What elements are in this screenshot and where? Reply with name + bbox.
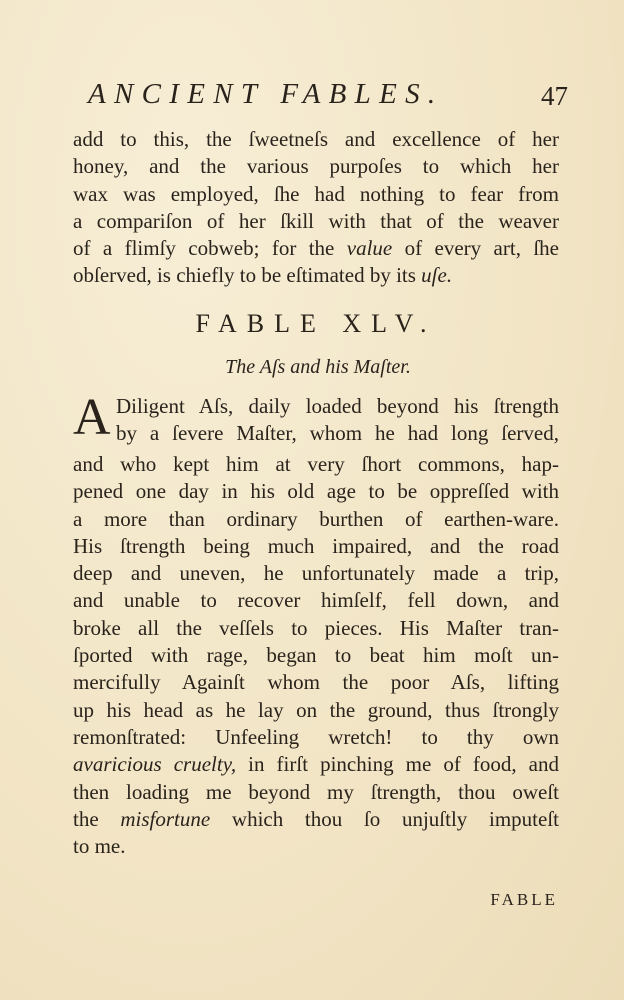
text-line xyxy=(73,806,559,833)
text-run: then loading me beyond my ſtrength, thou oweſt xyxy=(73,779,559,804)
text-run: by a ſevere Maſter, whom he had long ſerved, xyxy=(116,421,559,446)
italic-text: value xyxy=(346,236,393,261)
text-line xyxy=(73,208,559,235)
text-line xyxy=(73,451,559,478)
text-run: to me. xyxy=(73,834,126,859)
fable-body xyxy=(73,451,559,860)
text-run: His ſtrength being much impaired, and the road xyxy=(73,533,559,558)
text-line xyxy=(116,420,559,447)
running-head xyxy=(88,78,568,114)
text-line xyxy=(116,393,559,420)
text-run: honey, and the various purpoſes to which her xyxy=(73,154,559,179)
text-line xyxy=(73,779,559,806)
text-run: obſerved, is chiefly to be eſtimated by its xyxy=(73,263,422,288)
text-line xyxy=(73,262,559,289)
drop-cap: A xyxy=(73,389,111,446)
text-line xyxy=(73,833,559,860)
text-line xyxy=(73,181,559,208)
catchword: FABLE xyxy=(490,890,558,909)
text-line xyxy=(73,506,559,533)
text-run: and unable to recover himſelf, fell down, and xyxy=(73,588,559,613)
text-run: the xyxy=(73,806,121,831)
text-line xyxy=(73,751,559,778)
italic-text: uſe. xyxy=(421,263,453,288)
text-run: and who kept him at very ſhort commons, hap- xyxy=(73,452,559,476)
text-run: remonſtrated: Unfeeling wretch! to thy own xyxy=(73,724,559,749)
text-run: which thou ſo unjuſtly imputeſt xyxy=(210,806,560,831)
italic-text: misfortune xyxy=(120,806,211,831)
text-line xyxy=(73,724,559,751)
text-run: a more than ordinary burthen of earthen-ware. xyxy=(73,506,559,531)
running-title: ANCIENT FABLES. xyxy=(88,78,444,110)
text-run: pened one day in his old age to be oppreſſed with xyxy=(73,479,559,504)
text-line xyxy=(73,587,559,614)
text-line xyxy=(73,153,559,180)
text-run: broke all the veſſels to pieces. His Maſter tran- xyxy=(73,615,559,640)
text-run: mercifully Againſt whom the poor Aſs, lifting xyxy=(73,670,559,695)
text-line xyxy=(73,478,559,505)
text-run: a compariſon of her ſkill with that of the weaver xyxy=(73,208,559,233)
text-run: up his head as he lay on the ground, thus ſtrongly xyxy=(73,697,559,722)
text-line xyxy=(73,642,559,669)
fable-subtitle: The Aſs and his Maſter. xyxy=(225,356,411,378)
text-line xyxy=(73,533,559,560)
text-run: of a flimſy cobweb; for the xyxy=(73,236,347,261)
continuation-paragraph xyxy=(73,126,559,290)
text-run: add to this, the ſweetneſs and excellence of her xyxy=(73,127,559,151)
fable-opening-lines xyxy=(116,393,559,448)
text-run: deep and uneven, he unfortunately made a trip, xyxy=(73,561,559,586)
text-line xyxy=(73,126,559,153)
text-run: in firſt pinching me of food, and xyxy=(236,752,559,777)
text-run: of every art, ſhe xyxy=(392,236,559,261)
text-run: Diligent Aſs, daily loaded beyond his ſtrength xyxy=(116,394,559,418)
text-line xyxy=(73,235,559,262)
text-line xyxy=(73,560,559,587)
text-line xyxy=(73,669,559,696)
text-line xyxy=(73,697,559,724)
text-line xyxy=(73,615,559,642)
text-run: ſported with rage, began to beat him moſt un- xyxy=(73,643,559,668)
italic-text: avaricious cruelty, xyxy=(73,752,237,777)
fable-heading: FABLE XLV. xyxy=(195,309,437,338)
page-number: 47 xyxy=(541,81,568,111)
text-run: wax was employed, ſhe had nothing to fear from xyxy=(73,181,559,206)
